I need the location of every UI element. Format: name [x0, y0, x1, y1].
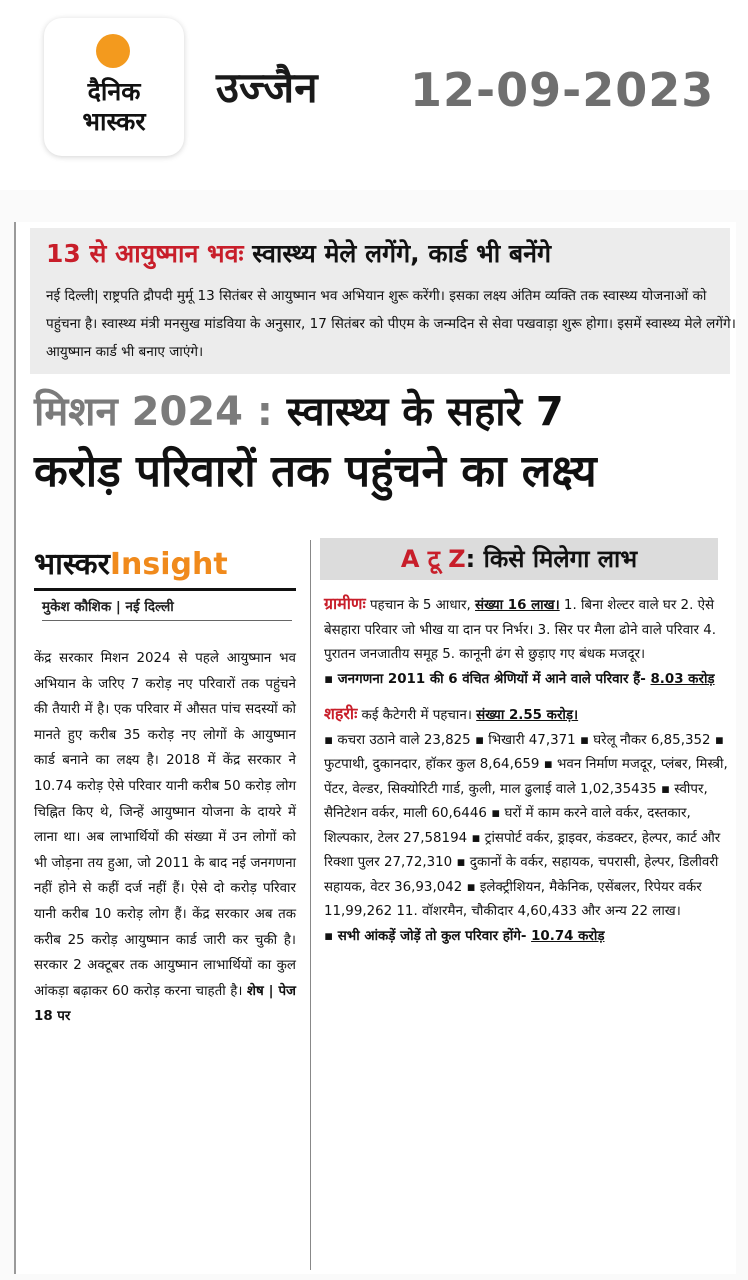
edition-city: उज्जैन — [216, 63, 318, 112]
right-article — [324, 592, 732, 949]
byline: मुकेश कौशिक | नई दिल्ली — [42, 594, 292, 621]
urban-total-note — [324, 925, 732, 950]
top-news-headline-rest: स्वास्थ्य मेले लगेंगे, कार्ड भी बनेंगे — [243, 239, 552, 268]
rural-section — [324, 592, 732, 668]
urban-intro: कई कैटेगरी में पहचान। — [357, 708, 477, 723]
rural-count: संख्या 16 लाख। — [475, 598, 560, 613]
dainik-bhaskar-logo[interactable] — [44, 18, 184, 156]
main-headline — [34, 382, 734, 502]
logo-text-line2: भास्कर — [82, 107, 146, 136]
rural-intro: पहचान के 5 आधार, — [365, 598, 476, 613]
main-headline-grey: मिशन 2024 : — [34, 389, 287, 435]
urban-section — [324, 702, 732, 729]
a-to-z-rest: : किसे मिलेगा लाभ — [465, 545, 638, 573]
a-to-z-header — [320, 538, 718, 580]
urban-list: ▪ कचरा उठाने वाले 23,825 ▪ भिखारी 47,371 ▪ घरेलू नौकर 6,85,352 ▪ फुटपाथी, दुकानदार, हॉकर कुल 8,64,659 ▪ भवन निर्माण मजदूर, प्लंबर, मिस्त्री, पेंटर, वेल्डर, सिक्योरिटी गार्ड, कुली, माल ढुलाई वाले 1,02,35435 ▪ स्वीपर, सैनिटेशन वर्कर, माली 60,6446 ▪ घरों में काम करने वाले वर्कर, दस्तकार, शिल्पकार, टेलर 27,58194 ▪ ट्रांसपोर्ट वर्कर, ड्राइवर, कंडक्टर, हेल्पर, कार्ट और रिक्शा पुलर 27,72,310 ▪ दुकानों के वर्कर, सहायक, चपरासी, हेल्पर, डिलीवरी सहायक, वेटर 36,93,042 ▪ इलेक्ट्रीशियन, मैकेनिक, एसेंबलर, रिपेयर वर्कर 11,99,262 11. वॉशरमैन, चौकीदार 4,60,433 और अन्य 22 लाख। — [324, 732, 728, 919]
urban-heading: शहरीः — [324, 704, 358, 723]
main-headline-line1 — [34, 382, 734, 442]
sun-icon — [96, 34, 130, 68]
left-article-body: केंद्र सरकार मिशन 2024 से पहले आयुष्मान भव अभियान के जरिए 7 करोड़ नए परिवारों तक पहुंचने की तैयारी में है। एक परिवार में औसत पांच सदस्यों को मानते हुए करीब 35 करोड़ नए लोगों के आयुष्मान कार्ड बनाने का लक्ष्य है। 2018 में केंद्र सरकार ने 10.74 करोड़ ऐसे परिवार यानी करीब 50 करोड़ लोग चिह्नित किए थे, जिन्हें आयुष्मान योजना के दायरे में लाना था। अब लाभार्थियों की संख्या में उन लोगों को भी जोड़ना तय हुआ, जो 2011 के बाद नई जनगणना नहीं होने से कहीं दर्ज नहीं हैं। ऐसे दो करोड़ परिवार यानी करीब 10 करोड़ लोग हैं। केंद्र सरकार अब तक करीब 25 करोड़ आयुष्मान कार्ड जारी कर चुकी है। सरकार 2 अक्टूबर तक आयुष्मान लाभार्थियों का कुल आंकड़ा बढ़ाकर 60 करोड़ करना चाहती है। — [34, 651, 296, 999]
total-note-text: ▪ सभी आंकड़ें जोड़ें तो कुल परिवार होंगे- — [324, 928, 532, 944]
total-count: 10.74 करोड़ — [531, 928, 605, 944]
insight-brand: भास्कर — [34, 547, 110, 582]
rural-list: 1. बिना शेल्टर वाले घर 2. ऐसे बेसहारा परिवार जो भीख या दान पर निर्भर। 3. सिर पर मैला ढोने वाले परिवार 4. पुरातन जनजातीय समूह 5. कानूनी ढंग से छुड़ाए गए बंधक मजदूर। — [324, 598, 716, 662]
main-headline-line2: करोड़ परिवारों तक पहुंचने का लक्ष्य — [34, 446, 597, 497]
insight-word: Insight — [109, 547, 228, 582]
app-header — [0, 0, 748, 190]
rural-census-note — [324, 668, 732, 693]
census-count: 8.03 करोड़ — [650, 671, 715, 687]
left-article — [34, 646, 296, 1030]
top-news-box — [30, 228, 736, 374]
top-news-headline — [46, 234, 736, 274]
column-divider — [310, 540, 311, 1270]
main-headline-black: स्वास्थ्य के सहारे 7 — [286, 389, 564, 435]
urban-count: संख्या 2.55 करोड़। — [476, 708, 579, 723]
bhaskar-insight-label — [34, 542, 296, 591]
newspaper-clipping — [14, 222, 736, 1274]
continued-on-page: शेष | पेज 18 पर — [34, 983, 296, 1025]
top-news-headline-red: 13 से आयुष्मान भवः — [46, 239, 244, 268]
top-news-body: नई दिल्ली| राष्ट्रपति द्रौपदी मुर्मू 13 सितंबर से आयुष्मान भव अभियान शुरू करेंगी। इसका लक्ष्य अंतिम व्यक्ति तक स्वास्थ्य योजनाओं को पहुंचना है। स्वास्थ्य मंत्री मनसुख मांडविया के अनुसार, 17 सितंबर को पीएम के जन्मदिन से सेवा पखवाड़ा शुरू होगा। इसमें स्वास्थ्य मेले लगेंगे। आयुष्मान कार्ड भी बनाए जाएंगे। — [46, 288, 736, 360]
census-note-text: ▪ जनगणना 2011 की 6 वंचित श्रेणियों में आने वाले परिवार हैं- — [324, 671, 651, 687]
a-to-z-red: A टू Z — [400, 545, 466, 573]
logo-text-line1: दैनिक — [87, 77, 141, 106]
edition-date: 12-09-2023 — [410, 63, 715, 117]
rural-heading: ग्रामीणः — [324, 594, 366, 613]
